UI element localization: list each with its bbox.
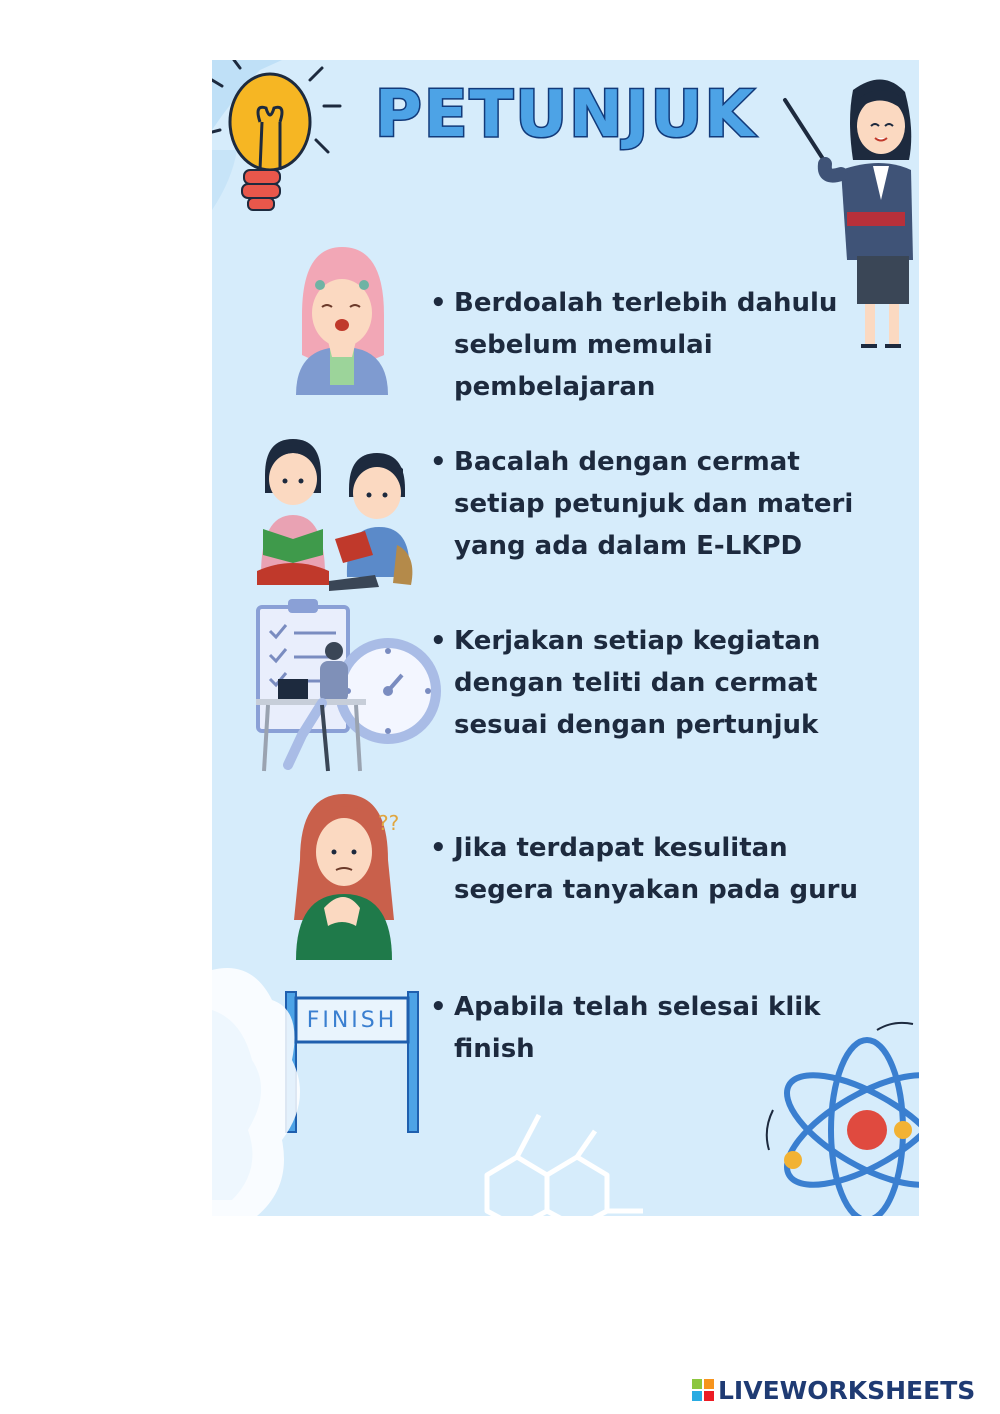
svg-text:??: ?? [378, 811, 400, 835]
instruction-item-2 [430, 441, 900, 567]
confused-girl-icon [294, 790, 414, 960]
poster-title: PETUNJUK [374, 78, 757, 152]
bullet: • [430, 833, 447, 863]
instruction-item-3 [430, 620, 900, 746]
instruction-text: Kerjakan setiap kegiatan dengan teliti dan cermat sesuai dengan pertunjuk [454, 626, 821, 740]
bullet: • [430, 447, 447, 477]
molecule-icon [467, 1095, 647, 1216]
praying-girl-icon [292, 245, 392, 395]
instruction-item-4 [430, 827, 900, 911]
bullet: • [430, 992, 447, 1022]
checklist-clock-icon [252, 595, 442, 775]
reading-children-icon [257, 435, 417, 595]
instructions-poster [212, 60, 919, 1216]
liveworksheets-logo[interactable] [692, 1374, 975, 1406]
instruction-item-5 [430, 986, 900, 1070]
instruction-text: Berdoalah terlebih dahulu sebelum memulai pembelajaran [454, 288, 838, 402]
instruction-text: Jika terdapat kesulitan segera tanyakan pada guru [454, 833, 858, 905]
bullet: • [430, 288, 447, 318]
liveworksheets-logo-icon [692, 1379, 714, 1401]
finish-banner-label: FINISH [306, 1008, 398, 1033]
liveworksheets-brand: LIVEWORKSHEETS [718, 1375, 976, 1405]
instruction-item-1 [430, 282, 900, 408]
instruction-text: Apabila telah selesai klik finish [454, 992, 821, 1064]
cloud-icon [212, 950, 322, 1216]
bullet: • [430, 626, 447, 656]
instruction-text: Bacalah dengan cermat setiap petunjuk dan materi yang ada dalam E-LKPD [454, 447, 854, 561]
